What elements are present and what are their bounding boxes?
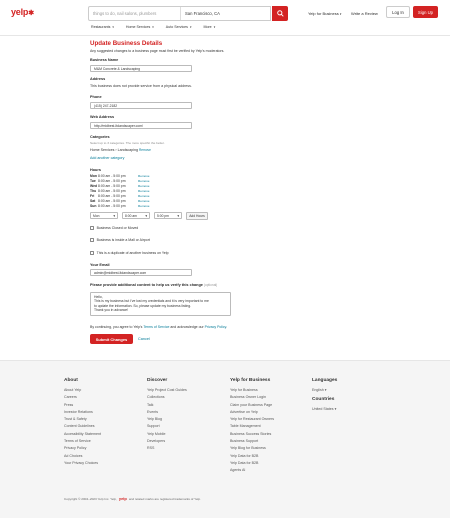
search-bar [88,6,271,21]
web-address-label: Web Address [90,115,115,119]
chevron-down-icon: ▾ [189,25,192,29]
search-icon [277,10,284,17]
footer-link[interactable]: Agents AI [230,468,246,473]
footer-link[interactable]: Yelp Project Cost Guides [147,388,187,392]
footer-link[interactable]: Yelp Mobile [147,431,166,436]
footer-link[interactable]: Advertise on Yelp [230,409,258,414]
category-nav [91,25,215,29]
terms-agreement: By continuing, you agree to Yelp's Terms of Service and acknowledge our Privacy Policy. [90,325,228,329]
footer-link[interactable]: Terms of Service [64,439,91,444]
chevron-down-icon: ▾ [324,388,327,392]
footer-link[interactable]: Careers [64,395,77,400]
add-hours-button[interactable]: Add Hours [186,212,208,220]
footer-link[interactable]: Business Support [230,439,259,444]
footer-link[interactable]: Support [147,424,160,429]
footer-link[interactable]: Claim your Business Page [230,402,273,407]
footer-heading: Yelp for Business [230,378,271,383]
write-review-link[interactable]: Write a Review [351,11,378,16]
phone-label: Phone [90,95,102,99]
chevron-down-icon: ▾ [152,25,154,29]
nav-auto-services[interactable]: Auto Services ▾ [165,25,192,29]
signup-button[interactable]: Sign Up [413,6,438,18]
search-near-input[interactable]: San Francisco, CA [185,11,220,16]
language-select[interactable]: English ▾ [312,388,327,392]
chevron-down-icon: ▾ [177,213,179,218]
web-address-input[interactable]: http://midbest-ltdandscaper.com/ [90,122,192,129]
footer-link[interactable]: Investor Relations [64,409,93,414]
chevron-right-icon: › [115,148,117,152]
footer-heading: Discover [147,378,168,383]
address-text: This business does not provide service from a physical address. [90,84,192,88]
additional-info-textarea[interactable]: Hello, This is my business but I've lost my credentials and it is very important to me to update the information. So, please update my business listing. Thank you in advance! [90,292,231,316]
footer-about-column [64,378,101,467]
footer-link[interactable]: Yelp Data for B2B [230,460,259,465]
copyright-text: Copyright © 2004–2023 Yelp Inc. Yelp, yelp and related marks are registered trademarks of Yelp. [64,496,201,501]
yelp-for-business-link[interactable]: Yelp for Business ▾ [308,11,342,16]
footer-heading: About [64,378,78,383]
email-label: Your Email [90,263,110,267]
site-footer [0,360,450,518]
inside-mall-checkbox-row[interactable]: Business is inside a Mall or Airport [90,238,150,242]
intro-text: Any suggested changes to a business page must first be verified by Yelp's moderators. [90,49,225,53]
email-input[interactable]: admin@midbest-ltdandscaper.com [90,269,192,276]
footer-link[interactable]: Talk [147,402,154,407]
footer-link[interactable]: Yelp Blog [147,417,163,422]
remove-hours-link[interactable]: Remove [138,189,150,193]
footer-link[interactable]: Collections [147,395,165,400]
remove-hours-link[interactable]: Remove [138,194,150,198]
footer-languages-column [312,378,337,414]
footer-link[interactable]: Business Owner Login [230,395,266,400]
footer-link[interactable]: Events [147,409,158,414]
cancel-link[interactable]: Cancel [138,337,150,341]
categories-hint: Select up to 3 categories. The more specific the better. [90,141,165,145]
business-name-input[interactable]: M&M Concrete & Landscaping [90,65,192,72]
remove-hours-link[interactable]: Remove [138,179,150,183]
hours-row: Thu 8:00 am - 5:00 pm Remove [90,189,150,193]
hours-row: Mon 8:00 am - 5:00 pm Remove [90,174,150,178]
footer-link[interactable]: Trust & Safety [64,417,87,422]
additional-info-label: Please provide additional content to help us verify this change (optional) [90,283,218,287]
search-button[interactable] [272,6,288,21]
site-header [0,0,450,36]
country-select[interactable]: United States ▾ [312,407,337,412]
yelp-mini-logo: yelp [118,496,127,501]
login-button[interactable]: Log In [386,6,410,18]
hours-label: Hours [90,168,101,172]
hours-row: Sun 8:00 am - 5:00 pm Remove [90,204,150,208]
checkbox[interactable] [90,238,94,242]
footer-link[interactable]: Ad Choices [64,453,83,458]
hours-row: Wed 8:00 am - 5:00 pm Remove [90,184,150,188]
chevron-down-icon: ▾ [213,25,216,29]
footer-heading: Countries [312,397,335,403]
chevron-down-icon: ▾ [112,25,114,29]
footer-link[interactable]: Yelp for Business [230,388,258,392]
address-label: Address [90,77,106,81]
footer-link[interactable]: Accessibility Statement [64,431,101,436]
checkbox[interactable] [90,251,94,255]
terms-link[interactable]: Terms of Service [143,325,170,329]
footer-heading: Languages [312,378,338,383]
categories-label: Categories [90,135,110,139]
phone-input[interactable]: (415) 247-2182 [90,102,192,109]
duplicate-checkbox-row[interactable]: This is a duplicate of another business on Yelp [90,251,169,255]
hours-row: Tue 8:00 am - 5:00 pm Remove [90,179,150,183]
footer-business-column [230,378,274,475]
search-find-input[interactable]: things to do, nail salons, plumbers [89,7,181,20]
add-category-link[interactable]: Add another category [90,156,125,160]
chevron-down-icon: ▾ [113,213,115,218]
footer-link[interactable]: Business Success Stories [230,431,272,436]
page-title: Update Business Details [90,40,163,47]
footer-link[interactable]: RSS [147,446,155,451]
hours-row: Fri 8:00 am - 5:00 pm Remove [90,194,150,198]
submit-button[interactable]: Submit Changes [90,334,133,344]
closed-moved-checkbox-row[interactable]: Business Closed or Moved [90,226,138,230]
remove-hours-link[interactable]: Remove [138,174,150,178]
footer-link[interactable]: Developers [147,439,166,444]
remove-hours-link[interactable]: Remove [138,204,150,208]
footer-link[interactable]: Privacy Policy [64,446,87,451]
business-name-label: Business Name [90,58,119,62]
footer-discover-column [147,378,187,453]
remove-category-link[interactable]: Remove [138,148,151,152]
hours-row: Sat 8:00 am - 5:00 pm Remove [90,199,150,203]
footer-link[interactable]: Content Guidelines [64,424,95,429]
close-time-select[interactable]: 5:00 pm ▾ [154,212,182,219]
day-select[interactable]: Mon ▾ [90,212,118,219]
footer-link[interactable]: About Yelp [64,388,82,392]
chevron-down-icon: ▾ [339,12,342,16]
footer-link[interactable]: Table Management [230,424,261,429]
footer-link[interactable]: Yelp for Restaurant Owners [230,417,275,422]
remove-hours-link[interactable]: Remove [138,199,150,203]
category-item: Home Services › Landscaping Remove [90,148,151,152]
footer-link[interactable]: Your Privacy Choices [64,460,99,465]
footer-link[interactable]: Yelp Data for B2B [230,453,259,458]
nav-home-services[interactable]: Home Services ▾ [125,25,154,29]
remove-hours-link[interactable]: Remove [138,184,150,188]
footer-link[interactable]: Press [64,402,74,407]
chevron-down-icon: ▾ [145,213,147,218]
nav-restaurants[interactable]: Restaurants ▾ [91,25,114,29]
open-time-select[interactable]: 8:00 am ▾ [122,212,150,219]
yelp-logo[interactable]: yelp✱ [11,7,34,17]
nav-more[interactable]: More ▾ [203,25,216,29]
yelp-burst-icon: ✱ [28,10,34,17]
footer-link[interactable]: Yelp Blog for Business [230,446,266,451]
chevron-down-icon: ▾ [334,407,337,412]
privacy-link[interactable]: Privacy Policy [204,325,227,329]
checkbox[interactable] [90,226,94,230]
